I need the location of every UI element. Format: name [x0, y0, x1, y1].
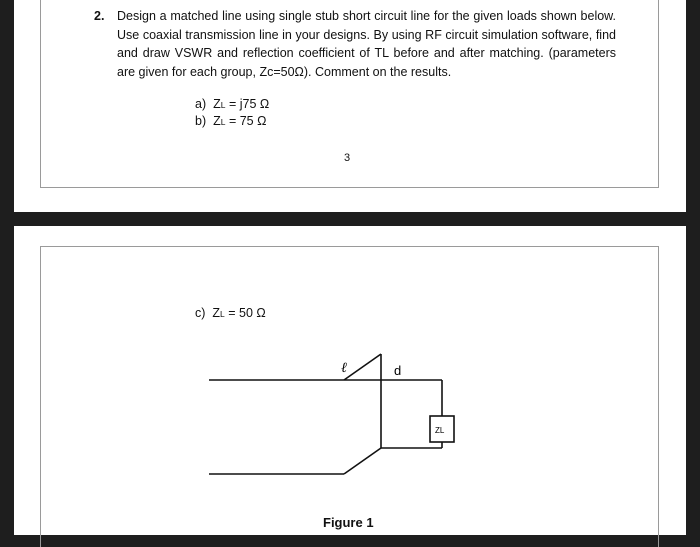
document-page-1: [14, 0, 686, 212]
load-label: ZL: [435, 426, 445, 435]
stub-length-label: ℓ: [341, 361, 347, 376]
stub-lower-slant: [344, 448, 381, 474]
stub-matching-circuit-diagram: [14, 226, 686, 535]
question-number: 2.: [94, 9, 105, 23]
impedance-symbol: Z: [212, 306, 221, 320]
question-block: [96, 7, 616, 81]
question-text: Design a matched line using single stub short circuit line for the given loads shown below. Use coaxial transmission line in your designs. By using RF circuit simulation software, find and draw VSWR and reflection coefficient of TL before and after matching. (parameters are given for each group, Zc=50Ω). Comment on the results.: [117, 9, 616, 79]
option-label: a): [195, 97, 207, 111]
stub-upper-slant: [344, 354, 381, 380]
option-value: = 75 Ω: [228, 114, 267, 128]
option-a: [195, 97, 269, 111]
distance-label: d: [394, 363, 402, 378]
impedance-symbol: Z: [213, 97, 221, 111]
option-label: b): [195, 114, 207, 128]
impedance-subscript: L: [220, 117, 226, 127]
document-page-2: [14, 226, 686, 535]
figure-caption: Figure 1: [323, 515, 374, 530]
option-value: = 50 Ω: [228, 306, 266, 320]
impedance-subscript: L: [220, 100, 226, 110]
page-number: 3: [344, 152, 351, 164]
option-label: c): [195, 306, 206, 320]
option-b: [195, 114, 266, 128]
impedance-symbol: Z: [213, 114, 221, 128]
option-value: = j75 Ω: [228, 97, 270, 111]
impedance-subscript: L: [220, 309, 225, 319]
